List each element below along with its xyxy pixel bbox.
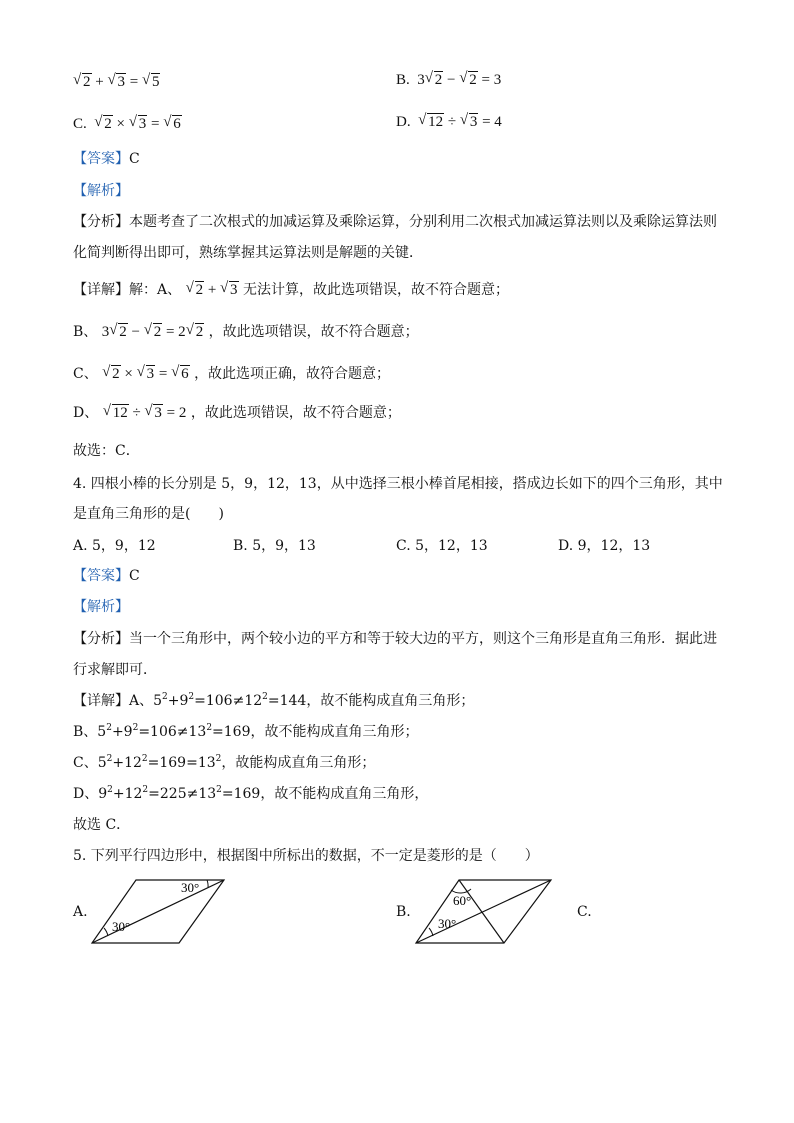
q5-option-c-label: C.	[577, 904, 592, 920]
q3-option-c: C. √ 2 × √ 3 = √ 6	[73, 114, 182, 134]
q5-figure-a	[88, 874, 230, 946]
q4-option-d: D. 9，12，13	[558, 538, 651, 554]
q3-option-a: √ 2 + √ 3 = √ 5	[73, 72, 160, 92]
q5-option-a-label: A.	[73, 904, 88, 920]
angle-label-b-bottom: 30°	[438, 916, 457, 931]
q3-option-d: D. √ 12 ÷ √ 3 = 4	[396, 114, 502, 131]
q4-detail-line-2: B、$5^2+9^2=106\ne 13^2=169$，故不能构成直角三角形；	[73, 723, 419, 740]
q3-detail-line-3: C、 √ 2 × √ 3 = √ 6 ，故此选项正确，故符合题意；	[73, 364, 390, 384]
angle-arc-a-bottom	[104, 928, 108, 936]
q5-option-b-label: B.	[396, 904, 411, 920]
answer-tag: 【答案】	[73, 151, 129, 167]
q3-detail-line-2: B、 3√ 2 − √ 2 = 2√ 2 ，故此选项错误，故不符合题意；	[73, 322, 419, 342]
q4-option-b: B. 5，9，13	[233, 538, 316, 554]
q3-option-b: B. 3√ 2 − √ 2 = 3	[396, 72, 501, 89]
q4-stem-line-1: 4. 四根小棒的长分别是 5，9，12，13，从中选择三根小棒首尾相接，搭成边长如下的四个三角形，其中	[73, 476, 723, 492]
q3-fenxi-line-2: 化简判断得出即可，熟练掌握其运算法则是解题的关键．	[73, 245, 423, 261]
angle-arc-a-top	[207, 880, 208, 888]
answer-tag: 【答案】	[73, 568, 129, 584]
q4-detail-line-3: C、$5^2+12^2=169=13^2$，故能构成直角三角形；	[73, 754, 376, 771]
q4-fenxi-line-1: 【分析】当一个三角形中，两个较小边的平方和等于较大边的平方，则这个三角形是直角三角形．据此进	[73, 631, 717, 647]
q4-answer: 【答案】C	[73, 568, 140, 584]
q5-stem: 5. 下列平行四边形中，根据图中所标出的数据，不一定是菱形的是（ ）	[73, 848, 539, 864]
q4-analysis-tag: 【解析】	[73, 599, 129, 615]
diagonal-b-1	[416, 880, 551, 943]
q3-detail-line-1: 【详解】解：A、 √ 2 + √ 3 无法计算，故此选项错误，故不符合题意；	[73, 280, 509, 300]
q3-answer: 【答案】C	[73, 151, 140, 167]
q4-option-a: A. 5，9，12	[73, 538, 156, 554]
q4-detail-line-1: 【详解】A、$5^2+9^2=106\ne 12^2=144$，故不能构成直角三角形；	[73, 692, 475, 709]
q4-stem-line-2: 是直角三角形的是( )	[73, 506, 224, 522]
q4-detail-line-4: D、$9^2+12^2=225\ne 13^2=169$，故不能构成直角三角形，	[73, 785, 429, 802]
q4-fenxi-line-2: 行求解即可．	[73, 662, 157, 678]
diagonal-b-2	[459, 880, 504, 943]
q4-option-c: C. 5，12，13	[396, 538, 488, 554]
q5-figure-b	[413, 874, 558, 946]
angle-label-a-top: 30°	[181, 880, 200, 895]
angle-label-a-bottom: 30°	[112, 919, 131, 934]
q3-detail-line-4: D、 √ 12 ÷ √ 3 = 2 ，故此选项错误，故不符合题意；	[73, 403, 401, 423]
q4-conclusion: 故选 C．	[73, 817, 131, 833]
angle-arc-b-bottom	[429, 928, 433, 936]
q3-analysis-tag: 【解析】	[73, 183, 129, 199]
angle-label-b-top: 60°	[453, 893, 472, 908]
q3-conclusion: 故选：C．	[73, 443, 140, 459]
q3-fenxi-line-1: 【分析】本题考查了二次根式的加减运算及乘除运算，分别利用二次根式加减运算法则以及乘除运算法则	[73, 214, 717, 230]
